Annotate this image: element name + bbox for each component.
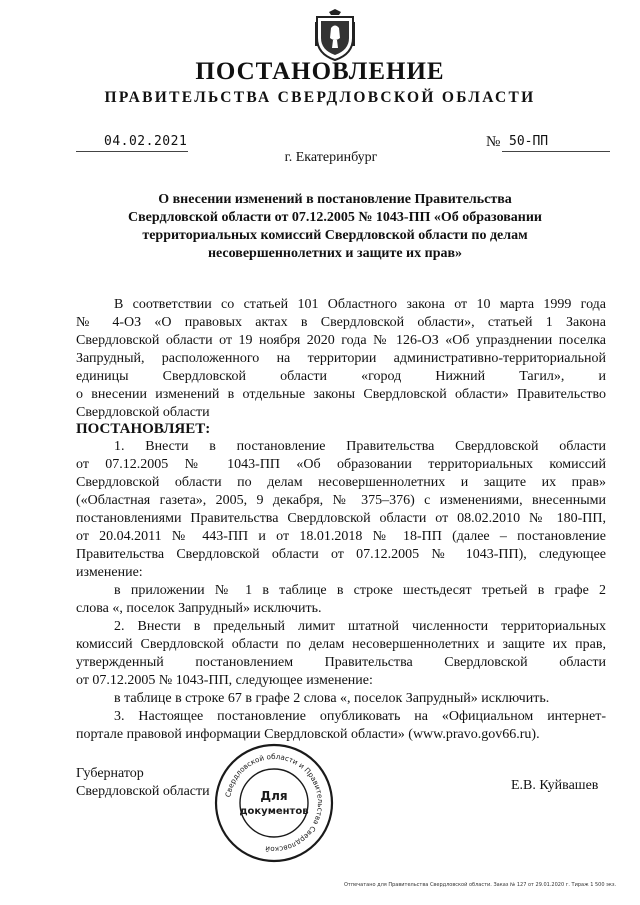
heading-line: территориальных комиссий Свердловской области по делам [142,228,528,243]
item1-line: Правительства Свердловской области от 07.12.2005 № 1043-ПП), следующее [76,547,606,562]
document-title: ПОСТАНОВЛЕНИЕ [195,58,445,85]
item3-line: портале правовой информации Свердловской области» (www.pravo.gov66.ru). [76,727,540,742]
item2-line: от 07.12.2005 № 1043-ПП, следующее изменение: [76,673,373,688]
print-info: Отпечатано для Правительства Свердловской области. Заказ № 127 от 29.01.2020 г. Тираж 1 500 экз. [344,882,617,888]
preamble-line: Свердловской области [76,405,210,420]
resolves-heading: ПОСТАНОВЛЯЕТ: [76,421,211,437]
preamble-line: о внесении изменений в отдельные законы Свердловской области» Правительство [76,387,606,402]
preamble-line: Запрудный, расположенного на территории административно-территориальной [76,351,606,366]
item2-line: комиссий Свердловской области по делам несовершеннолетних и защите их прав, [76,637,606,652]
item2-line: 2. Внести в предельный лимит штатной численности территориальных [114,619,606,634]
item1-line: 1. Внести в постановление Правительства Свердловской области [114,439,606,454]
number-sign: № [486,134,501,150]
signatory-name: Е.В. Куйвашев [511,778,599,793]
item2-change-line: в таблице в строке 67 в графе 2 слова «, поселок Запрудный» исключить. [114,691,550,706]
document-heading [100,191,570,263]
item1-change-line: слова «, поселок Запрудный» исключить. [76,601,322,616]
signatory-region: Свердловской области [76,784,210,799]
preamble-line: Свердловской области от 19 ноября 2020 года № 126-ОЗ «Об упразднении поселка [76,333,606,348]
item1-line: Свердловской области по делам несовершеннолетних и защите их прав» [76,475,606,490]
seal-inner-ring [240,769,308,837]
item1-line: от 07.12.2005 № 1043-ПП «Об образовании территориальных комиссий [76,457,606,472]
item1-line: («Областная газета», 2005, 9 декабря, № 375–376) с изменениями, внесенными [76,493,606,508]
document-city: г. Екатеринбург [284,150,378,165]
document-subtitle: ПРАВИТЕЛЬСТВА СВЕРДЛОВСКОЙ ОБЛАСТИ [104,89,536,106]
signatory-role: Губернатор [76,766,144,781]
seal-ring-text: Свердловской области и Правительства Свердловской [223,751,326,855]
item1-line: изменение: [76,565,143,580]
heading-line: Свердловской области от 07.12.2005 № 1043-ПП «Об образовании [128,210,542,225]
seal-center-line2: документов [239,806,309,817]
preamble-line: единицы Свердловской области «город Нижний Тагил», и [76,369,606,384]
item3-line: 3. Настоящее постановление опубликовать на «Официальном интернет- [114,709,606,724]
coat-of-arms-icon [313,8,357,62]
official-seal [213,742,335,864]
preamble-line: В соответствии со статьей 101 Областного закона от 10 марта 1999 года [114,297,606,312]
seal-outer-ring [216,745,332,861]
seal-center-line1: Для [260,789,288,803]
preamble-line: № 4-ОЗ «О правовых актах в Свердловской области», статьей 1 Закона [76,315,606,330]
document-date: 04.02.2021 [104,134,188,149]
heading-line: несовершеннолетних и защите их прав» [207,246,463,261]
item1-line: постановлениями Правительства Свердловской области от 08.02.2010 № 180-ПП, [76,511,606,526]
document-number: 50-ПП [509,134,549,149]
item2-line: утвержденный постановлением Правительства Свердловской области [76,655,606,670]
item1-change-line: в приложении № 1 в таблице в строке шестьдесят третьей в графе 2 [114,583,606,598]
heading-line: О внесении изменений в постановление Правительства [158,192,512,207]
item1-line: от 20.04.2011 № 443-ПП и от 18.01.2018 № 18-ПП (далее – постановление [76,529,606,544]
